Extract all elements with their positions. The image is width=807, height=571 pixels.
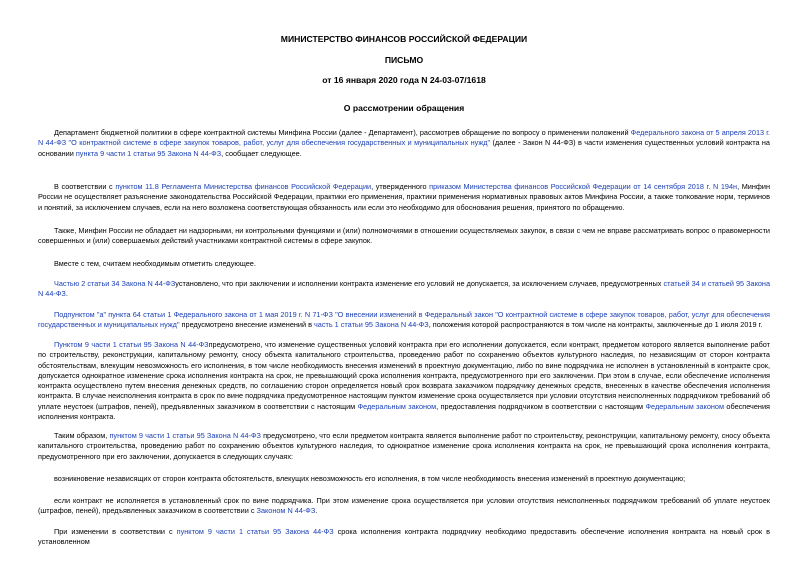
paragraph-text: , Минфин России не осуществляет разъяснение законодательства Российской Федерации, практики его применения, практики применения нормативных правовых актов Минфина России, а также толкование норм, терминов и понятий, за исключением случаев, если на него возложена соответствующая обязанность или если это необходимо для обоснования решения, принятого по обращению. (38, 182, 771, 212)
link-federal-law[interactable]: Федеральным законом (357, 401, 437, 411)
paragraph-text: обеспечения исполнения контракта. (38, 401, 770, 422)
paragraph-text: , положения которой распространяются в том числе на контракты, заключенные до 1 июля 2019 г. (428, 320, 763, 330)
link-federal-law[interactable]: Федеральным законом (645, 401, 724, 411)
paragraph-text: (далее - Закон N 44-ФЗ) в части изменения существенных условий контракта на основании (38, 138, 770, 158)
paragraph-5 (38, 279, 770, 300)
paragraph-text: При изменении в соответствии с (54, 527, 177, 536)
paragraph-text: , предоставления подрядчиком в соответствии с настоящим (436, 401, 646, 411)
link-point-9-article-95[interactable]: пунктом 9 части 1 статьи 95 Закона N 44-ФЗ (109, 431, 261, 440)
paragraph-1 (38, 128, 770, 159)
link-regulation[interactable]: пунктом 11.8 Регламента Министерства финансов Российской Федерации (115, 182, 372, 191)
ministry-title: МИНИСТЕРСТВО ФИНАНСОВ РОССИЙСКОЙ ФЕДЕРАЦИИ (280, 34, 528, 44)
paragraph-text: . (65, 289, 68, 299)
paragraph-9: возникновение независящих от сторон контракта обстоятельств, влекущих невозможность его исполнения, в том числе необходимость внесения изменений в проектную документацию; (54, 474, 686, 483)
paragraph-7 (38, 340, 770, 422)
paragraph-text: Департамент бюджетной политики в сфере контрактной системы Минфина России (далее - Департамент), рассмотрев обращение по вопросу о применении положений (54, 128, 631, 137)
paragraph-3: Также, Минфин России не обладает ни надзорными, ни контрольными функциями и (или) полномочиями в отношении осуществляемых закупок, в связи с чем не вправе рассматривать вопрос о правомерности совершенных и (или) совершаемых действий участниками контрактной системы в сфере закупок. (38, 226, 770, 246)
paragraph-text: предусмотрено внесение изменений в (179, 320, 314, 330)
paragraph-text: срока исполнения контракта подрядчику необходимо предоставить обеспечение исполнения контракта на новый срок в установленном (38, 527, 770, 547)
paragraph-text: предусмотрено, что изменение существенных условий контракта при его исполнении допускается, если контракт, предметом которого является выполнение работ по строительству, реконструкции, капитальному ремонту, сносу объекта капитального строительства, проведению работ по сохранению объектов культурного наследия, по независящим от сторон контракта обстоятельствам, влекущим невозможность его исполнения, в том числе необходимость внесения изменений в проектную документацию, либо по вине подрядчика не исполнен в установленный в контракте срок, допускается однократное изменение срока исполнения контракта на срок, не превышающий срока исполнения контракта, предусмотренного при его заключении. При этом в случае, если обеспечение исполнения контракта осуществлено путем внесения денежных средств, по соглашению сторон определяется новый срок возврата заказчиком подрядчику денежных средств, внесенных в качестве обеспечения исполнения контракта. В случае неисполнения контракта в срок по вине подрядчика предусмотренное настоящим пунктом изменение срока осуществляется при условии отсутствия неисполненных подрядчиком требований об уплате неустоек (штрафов, пеней), предъявленных заказчиком в соответствии с настоящим (38, 340, 770, 411)
paragraph-text: предусмотрено, что если предметом контракта является выполнение работ по строительству, реконструкции, капитальному ремонту, сносу объекта капитального строительства, проведению работ по сохранению объектов культурного наследия, то однократное изменение срока исполнения контракта на срок, не превышающий срока исполнения контракта, предусмотренного при его заключении, допускается в следующих случаях: (38, 431, 770, 461)
paragraph-text: . (315, 506, 318, 516)
link-point-9-article-95[interactable]: Пунктом 9 части 1 статьи 95 Закона N 44-ФЗ (54, 340, 209, 349)
link-law-44fz[interactable]: Федерального закона от 5 апреля 2013 г. N 44-ФЗ "О контрактной системе в сфере закупок товаров, работ, услуг для обеспечения государственных и муниципальных нужд" (38, 128, 770, 148)
paragraph-text: если контракт не исполняется в установленный срок по вине подрядчика. При этом изменение срока осуществляется при условии отсутствия неисполненных подрядчиком требований об уплате неустоек (штрафов, пеней), предъявленных заказчиком в соответствии с (38, 496, 770, 516)
paragraph-8 (38, 431, 770, 462)
document-date-number: от 16 января 2020 года N 24-03-07/1618 (322, 75, 486, 85)
paragraph-text: В соответствии с (54, 182, 116, 191)
link-point-9-article-95[interactable]: пунктом 9 части 1 статьи 95 Закона 44-ФЗ (176, 527, 334, 536)
paragraph-text: Таким образом, (54, 431, 110, 440)
paragraph-10 (38, 496, 770, 517)
paragraph-11 (38, 527, 770, 548)
link-law-71fz[interactable]: Подпунктом "а" пункта 64 статьи 1 Федерального закона от 1 мая 2019 г. N 71-ФЗ "О внесении изменений в Федеральный закон "О контрактной системе в сфере закупок товаров, работ, услуг для обеспечения государственных и муниципальных нужд" (38, 310, 770, 330)
document-type: ПИСЬМО (384, 55, 424, 65)
link-article-34[interactable]: Частью 2 статьи 34 Закона N 44-ФЗ (54, 279, 176, 288)
document-subject: О рассмотрении обращения (343, 103, 465, 113)
link-law-44fz-short[interactable]: Законом N 44-ФЗ (256, 506, 316, 516)
link-articles-34-95[interactable]: статьей 34 и статьей 95 Закона N 44-ФЗ (38, 279, 771, 299)
paragraph-6 (38, 310, 770, 331)
paragraph-text: , сообщает следующее. (221, 148, 302, 158)
paragraph-text: , утвержденного (371, 182, 430, 191)
link-article-95[interactable]: пункта 9 части 1 статьи 95 Закона N 44-ФЗ (75, 148, 222, 158)
paragraph-2 (38, 182, 770, 213)
paragraph-4: Вместе с тем, считаем необходимым отметить следующее. (54, 259, 256, 268)
paragraph-text: установлено, что при заключении и исполнении контракта изменение его условий не допускается, за исключением случаев, предусмотренных (175, 279, 664, 288)
link-order-194n[interactable]: приказом Министерства финансов Российской Федерации от 14 сентября 2018 г. N 194н (429, 182, 738, 191)
link-part-1-article-95[interactable]: часть 1 статьи 95 Закона N 44-ФЗ (314, 320, 429, 330)
